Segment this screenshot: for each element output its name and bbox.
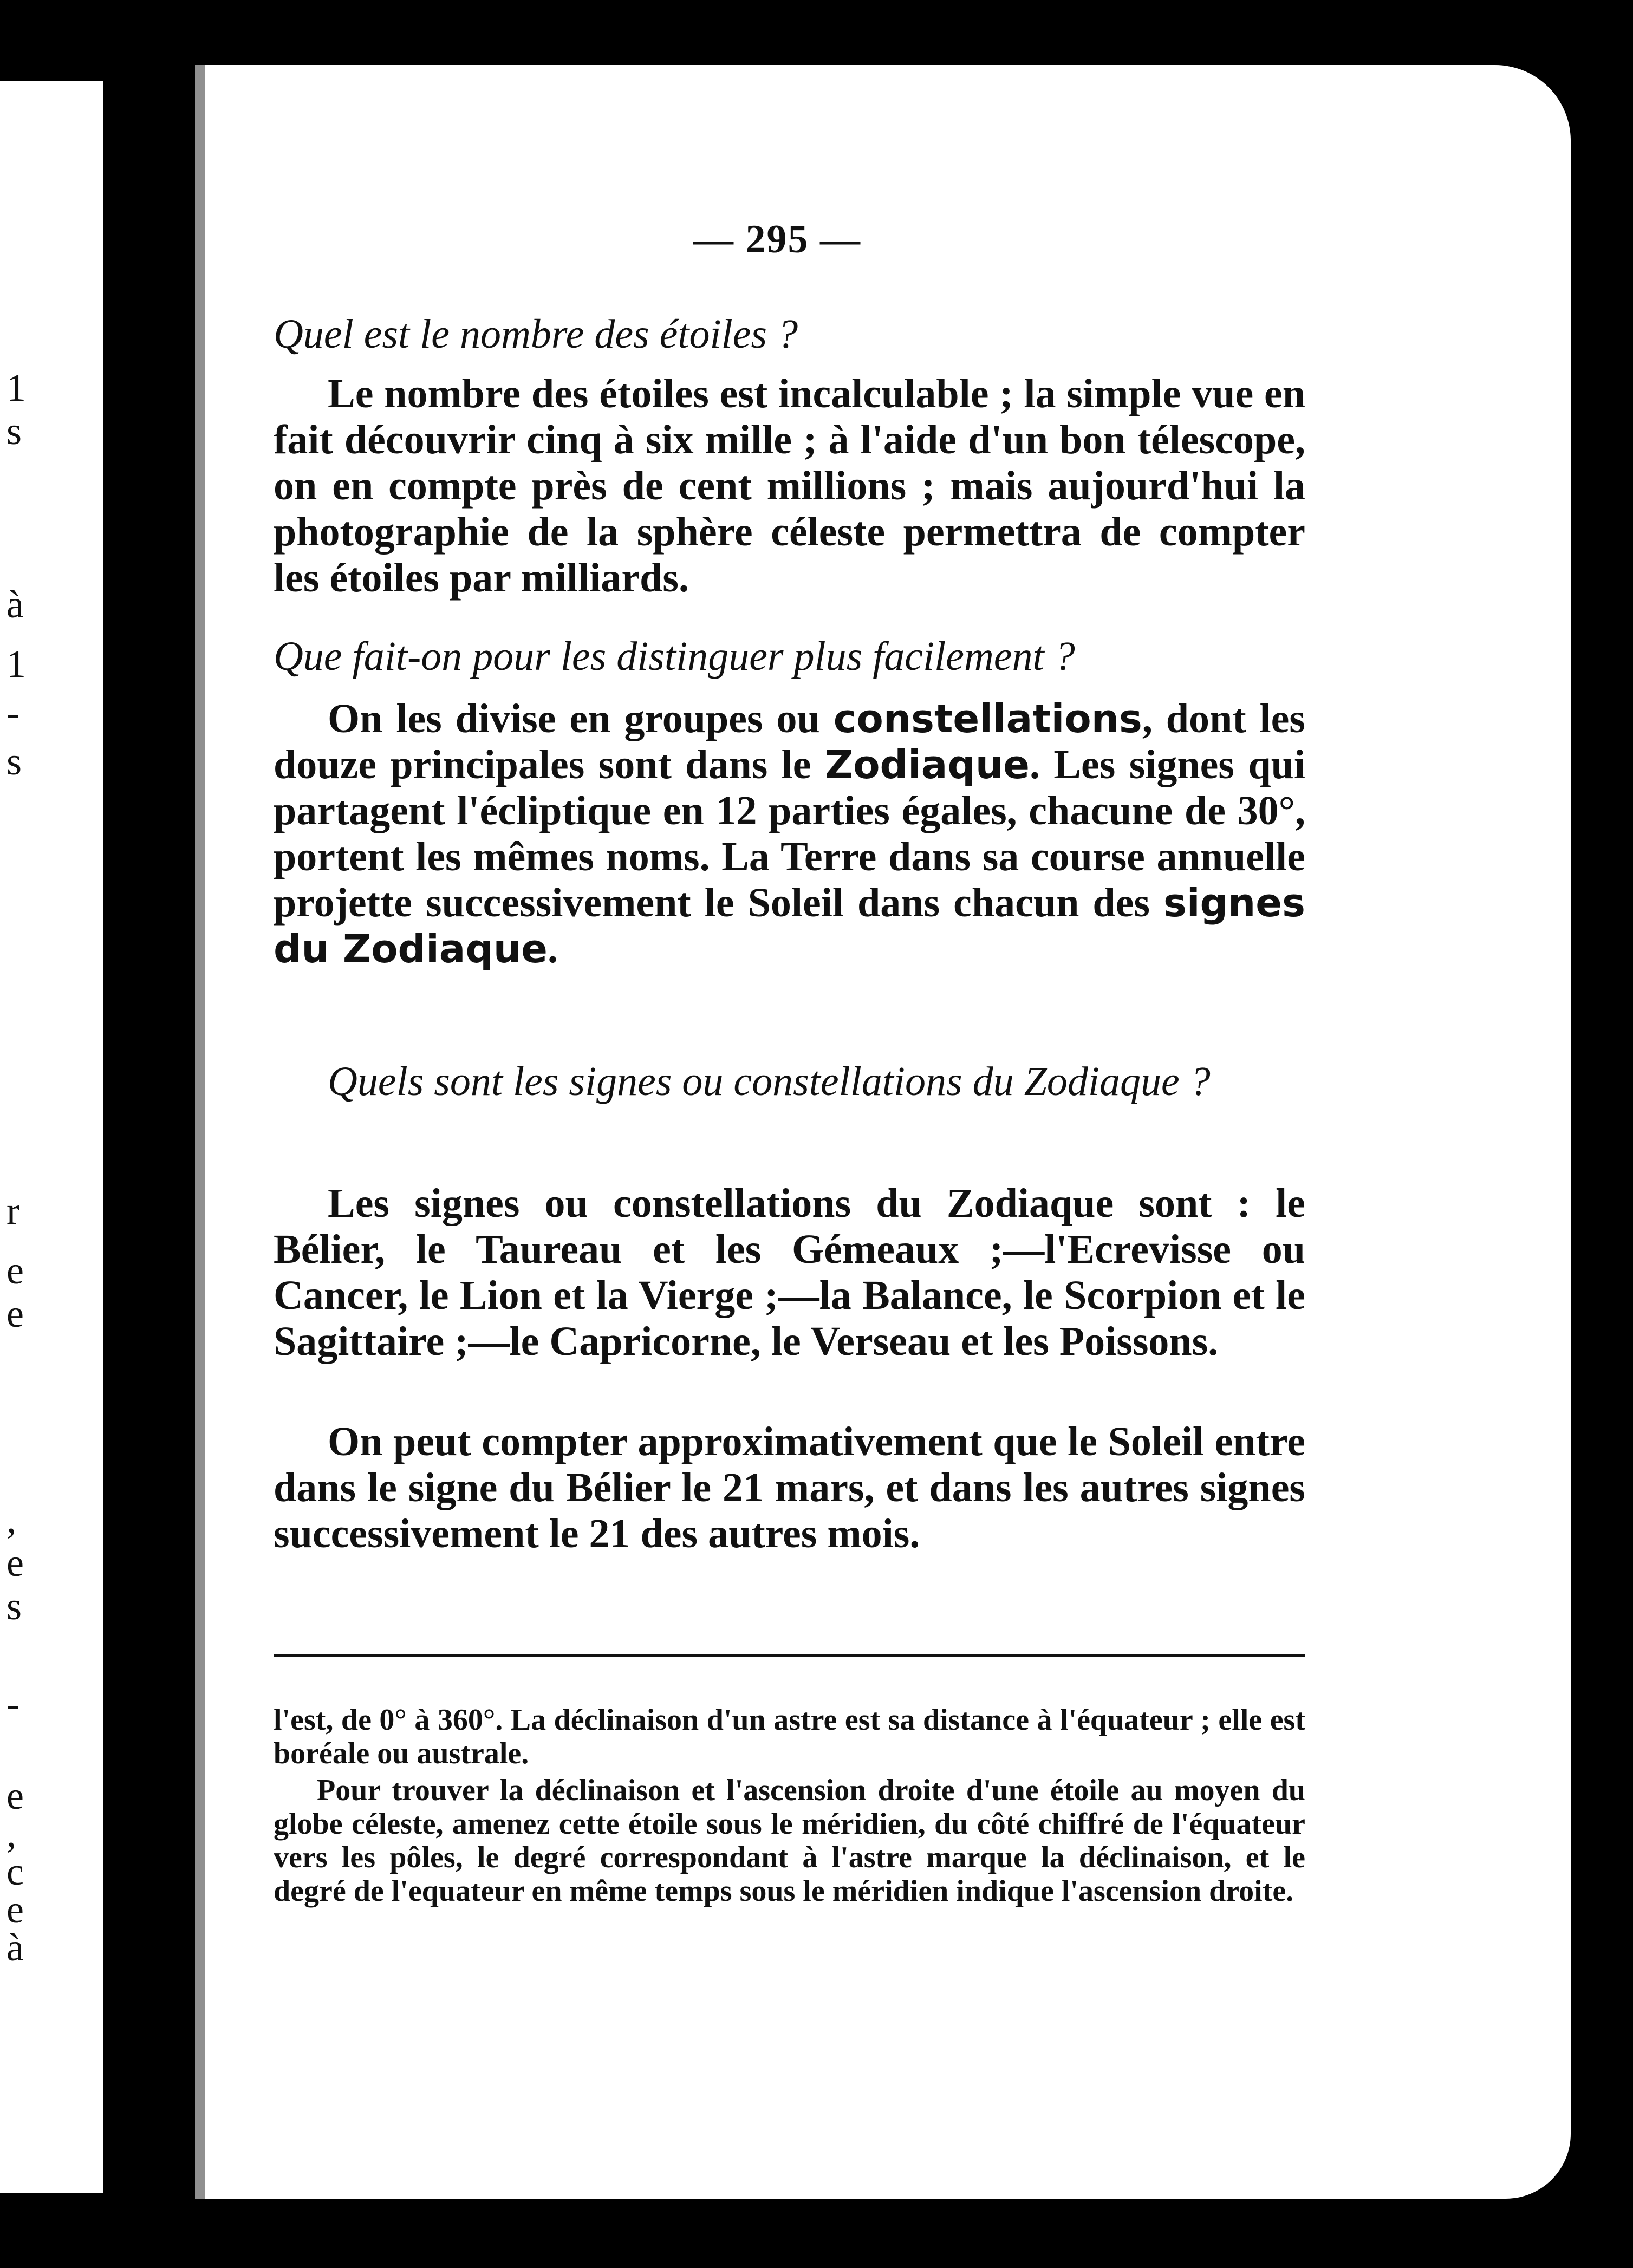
- footnote-paragraph-1: l'est, de 0° à 360°. La déclinaison d'un astre est sa distance à l'équateur ; elle est boréale ou australe.: [274, 1703, 1305, 1770]
- margin-fragment: s: [6, 740, 22, 783]
- margin-fragment: à: [6, 1926, 24, 1969]
- margin-fragment: s: [6, 1585, 22, 1628]
- answer-2-text-d: .: [547, 926, 558, 972]
- margin-fragment: ,: [6, 1812, 16, 1855]
- margin-fragment: 1: [6, 366, 26, 409]
- answer-3: Les signes ou constellations du Zodiaque sont : le Bélier, le Taureau et les Gémeaux ;—l'Ecrevisse ou Cancer, le Lion et la Vierge ;—la Balance, le Scorpion et le Sagittaire ;—le Capricorne, le Verseau et les Poissons.: [274, 1181, 1305, 1364]
- term-signes-du-zodiaque: signes du Zodiaque: [274, 880, 1305, 972]
- margin-fragment: ,: [6, 1498, 16, 1541]
- margin-fragment: e: [6, 1888, 24, 1931]
- question-2: Que fait-on pour les distinguer plus facilement ?: [274, 634, 1075, 679]
- margin-fragment: s: [6, 409, 22, 453]
- answer-1: Le nombre des étoiles est incalculable ; la simple vue en fait découvrir cinq à six mille ; à l'aide d'un bon télescope, on en compte près de cent millions ; mais aujourd'hui la photographie de la sphère céleste permettra de compter les étoiles par milliards.: [274, 371, 1305, 601]
- answer-2: [274, 696, 1305, 972]
- margin-fragment: à: [6, 583, 24, 626]
- margin-fragment: e: [6, 1774, 24, 1817]
- page-number: — 295 —: [693, 217, 861, 262]
- answer-2-text-a: On les divise en groupes ou: [328, 696, 834, 741]
- margin-fragment: 1: [6, 642, 26, 686]
- margin-fragment: -: [6, 691, 19, 734]
- question-1: Quel est le nombre des étoiles ?: [274, 311, 798, 357]
- margin-fragment: e: [6, 1249, 24, 1292]
- term-constellations: constellations: [833, 696, 1142, 741]
- previous-page-edge: [0, 81, 135, 2193]
- margin-fragment: c: [6, 1850, 24, 1893]
- margin-fragment: r: [6, 1189, 19, 1233]
- question-3: Quels sont les signes ou constellations du Zodiaque ?: [328, 1059, 1211, 1104]
- term-zodiaque: Zodiaque: [824, 742, 1030, 787]
- margin-fragment: e: [6, 1541, 24, 1585]
- margin-fragment: -: [6, 1682, 19, 1725]
- answer-3-continued: On peut compter approximativement que le Soleil entre dans le signe du Bélier le 21 mars, et dans les autres signes successivement le 21 des autres mois.: [274, 1419, 1305, 1556]
- answer-2-text-b: , dont les douze principales sont dans le: [274, 696, 1305, 787]
- page-gutter: [103, 81, 135, 2193]
- margin-fragment: e: [6, 1292, 24, 1335]
- footnote-paragraph-2: Pour trouver la déclinaison et l'ascension droite d'une étoile au moyen du globe céleste, amenez cette étoile sous le méridien, du côté chiffré de l'équateur vers les pôles, le degré correspondant à l'astre marque la déclinaison, et le degré de l'equateur en même temps sous le méridien indique l'ascension droite.: [274, 1774, 1305, 1908]
- answer-2-text-c: . Les signes qui partagent l'écliptique en 12 parties égales, chacune de 30°, portent les mêmes noms. La Terre dans sa course annuelle projette successivement le Soleil dans chacun des: [274, 742, 1305, 926]
- footnote-rule: [274, 1654, 1305, 1657]
- page-inner-edge: [195, 65, 205, 2199]
